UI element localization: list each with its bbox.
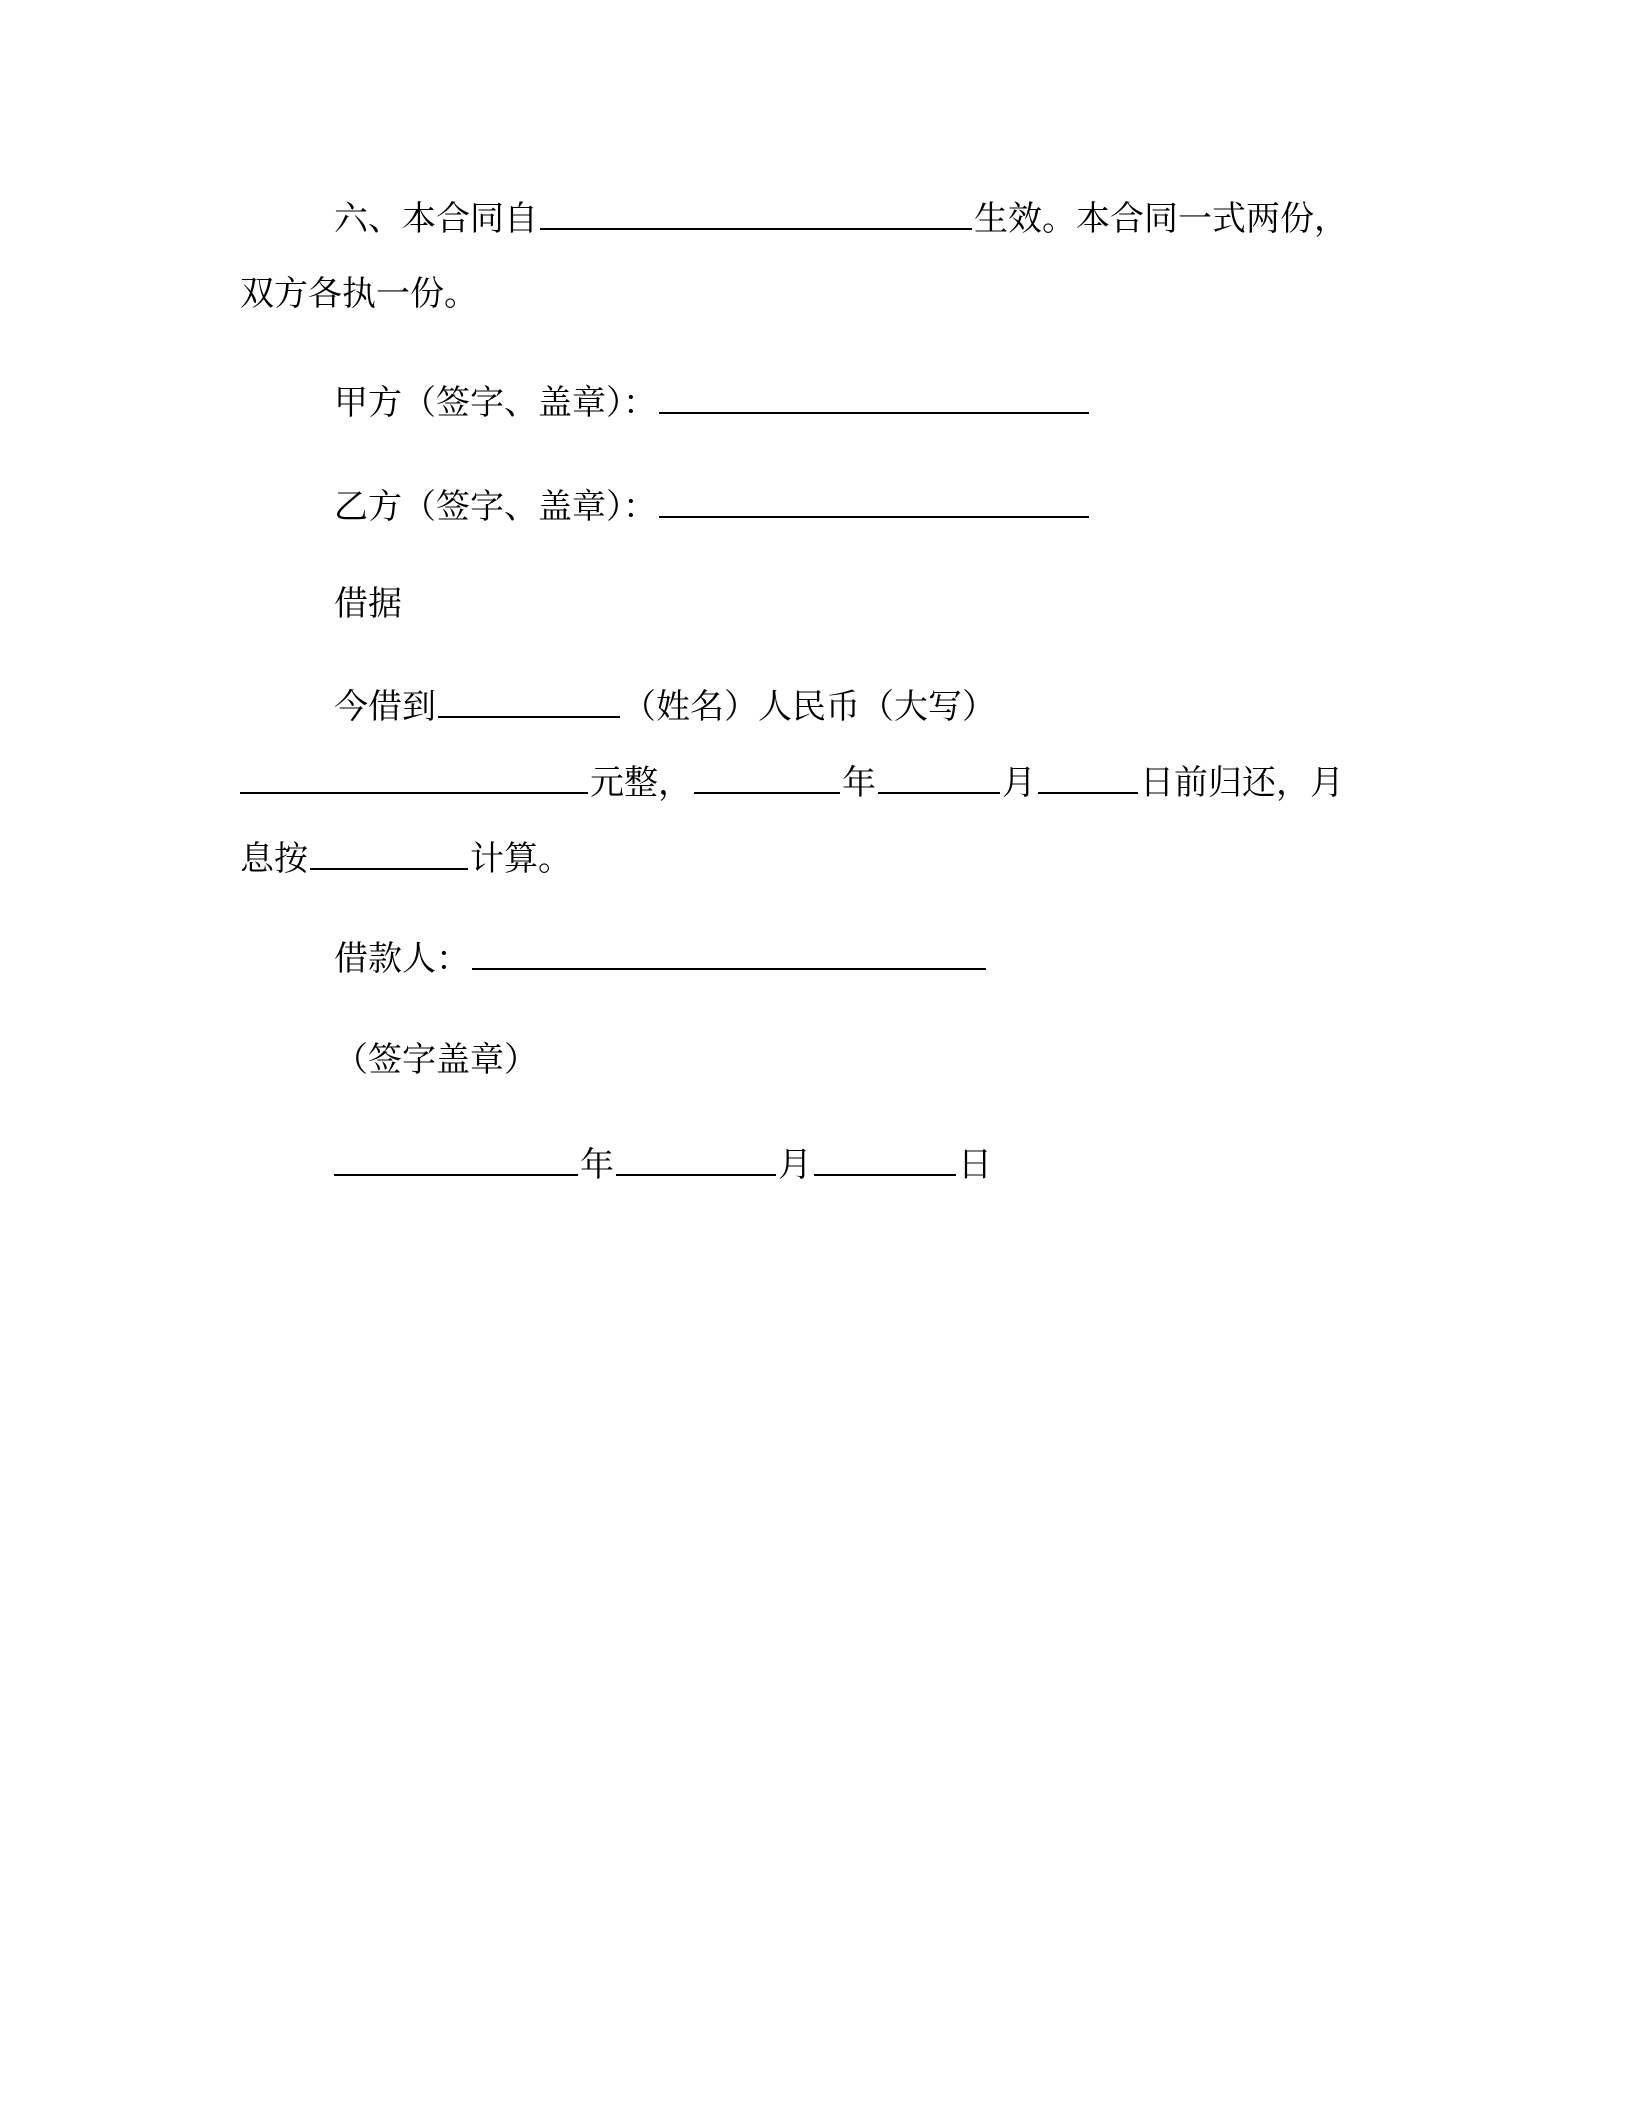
repay-month-blank[interactable] — [878, 762, 1000, 794]
clause-6-text-start: 六、本合同自 — [334, 199, 538, 239]
date-day-blank[interactable] — [814, 1144, 956, 1176]
iou-borrowed-from-text: 今借到 — [334, 687, 436, 727]
iou-currency-text: （姓名）人民币（大写） — [622, 687, 996, 727]
party-b-signature-line — [334, 486, 1091, 527]
lender-name-blank[interactable] — [438, 686, 620, 718]
party-b-label: 乙方（签字、盖章）： — [334, 487, 657, 527]
interest-rate-blank[interactable] — [310, 838, 468, 870]
iou-month-label: 月 — [1002, 763, 1036, 803]
iou-calc-text: 计算。 — [470, 839, 572, 879]
date-year-label: 年 — [580, 1145, 614, 1185]
iou-amount-suffix: 元整， — [590, 763, 692, 803]
iou-interest-text: 息按 — [240, 839, 308, 879]
borrower-label: 借款人： — [334, 939, 470, 979]
iou-line-2 — [240, 762, 1344, 803]
sign-note: （签字盖章） — [334, 1040, 538, 1080]
iou-line-3 — [240, 838, 572, 879]
party-a-signature-blank[interactable] — [659, 382, 1089, 414]
date-day-label: 日 — [958, 1145, 992, 1185]
clause-6-text-end: 生效。本合同一式两份， — [974, 199, 1348, 239]
effective-date-blank[interactable] — [540, 198, 972, 230]
date-line — [334, 1144, 992, 1185]
repay-day-blank[interactable] — [1038, 762, 1138, 794]
borrower-signature-blank[interactable] — [472, 938, 986, 970]
clause-6-line-1 — [334, 198, 1348, 239]
amount-in-words-blank[interactable] — [240, 762, 588, 794]
repay-year-blank[interactable] — [694, 762, 840, 794]
iou-year-label: 年 — [842, 763, 876, 803]
date-month-blank[interactable] — [616, 1144, 776, 1176]
party-a-label: 甲方（签字、盖章）： — [334, 383, 657, 423]
date-month-label: 月 — [778, 1145, 812, 1185]
clause-6-line-2: 双方各执一份。 — [240, 274, 478, 314]
borrower-signature-line — [334, 938, 988, 979]
party-b-signature-blank[interactable] — [659, 486, 1089, 518]
party-a-signature-line — [334, 382, 1091, 423]
iou-title: 借据 — [334, 584, 402, 624]
iou-line-1 — [334, 686, 996, 727]
iou-repay-text: 日前归还，月 — [1140, 763, 1344, 803]
date-year-blank[interactable] — [334, 1144, 578, 1176]
